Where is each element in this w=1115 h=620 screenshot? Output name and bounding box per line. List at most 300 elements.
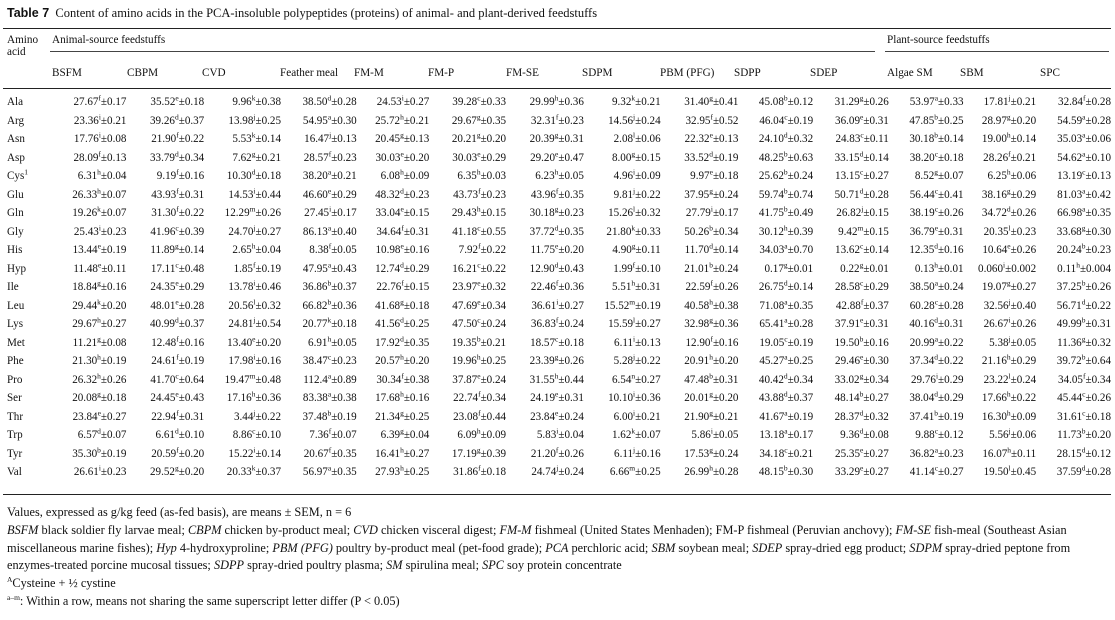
value-cell: $20.33^k\pm 0.37$ [226,463,281,479]
top-rule [3,28,1111,29]
value-cell: 19.05$^c$±0.19 [759,334,814,349]
value-cell: 28.15$^d$±0.12 [1056,445,1111,460]
value-cell: 30.03$^e$±0.29 [452,149,507,164]
value-cell: 18.57$^c$±0.18 [530,334,584,349]
value-cell: $6.00^i\pm 0.21$ [613,408,661,423]
table-row [3,352,1111,371]
value-cell: $4.96^i\pm 0.09$ [613,167,661,183]
amino-acid-name: Met [7,336,25,349]
header-plant-group: Plant-source feedstuffs [887,34,990,46]
abbreviation-term: PBM (PFG) [272,540,333,555]
abbreviation-term: SPC [482,558,504,573]
table-row [3,149,1111,168]
abbreviation-definition: spirulina meal; [405,558,479,573]
value-cell: 10.64$^e$±0.26 [982,241,1037,257]
value-cell: 8.86$^c$±0.10 [232,426,281,442]
value-cell: 56.44$^c$±0.41 [909,186,964,201]
value-cell: 13.15$^c$±0.27 [835,167,889,183]
table-row [3,93,1111,112]
value-cell: 30.18$^b$±0.14 [909,130,964,146]
abbreviation-term: CVD [353,522,378,537]
value-cell: 50.71$^d$±0.28 [834,186,889,201]
value-cell: 24.83$^c$±0.11 [835,130,889,146]
header-amino-acid-2: acid [7,46,26,58]
value-cell: $6.11^i\pm 0.13$ [614,334,661,349]
value-cell: 19.50$^b$±0.16 [834,334,889,349]
value-cell: 41.18$^c$±0.55 [452,223,507,238]
value-cell: 0.17$^g$±0.01 [764,260,814,275]
value-cell: 13.44$^e$±0.19 [72,241,127,257]
value-cell: 0.11$^h$±0.004 [1057,260,1111,275]
table-row [3,315,1111,334]
value-cell: 26.99$^h$±0.28 [684,463,739,479]
amino-acid-name: Phe [7,355,24,368]
value-cell: $29.76^i\pm 0.29$ [910,371,964,386]
value-cell: 6.57$^d$±0.07 [77,426,127,442]
table-row [3,445,1111,464]
column-header: Algae SM [887,67,933,79]
value-cell: $10.10^i\pm 0.36$ [608,389,661,405]
value-cell: $24.81^j\pm 0.54$ [228,315,281,331]
value-cell: 39.72$^b$±0.64 [1056,352,1111,368]
amino-acid-name: Thr [7,410,24,423]
plant-group-rule [885,51,1109,52]
value-cell: $5.86^i\pm 0.05$ [691,426,739,442]
value-cell: $6.11^j\pm 0.16$ [614,445,661,460]
value-cell: 56.97$^a$±0.35 [302,463,357,479]
value-cell: 47.48$^b$±0.31 [684,371,739,386]
value-cell: 48.32$^d$±0.23 [375,186,430,201]
value-cell: $17.81^j\pm 0.21$ [983,93,1037,109]
value-cell: 41.75$^b$±0.49 [758,204,814,220]
header-amino-acid-1: Amino [7,34,39,46]
value-cell: 20.21$^g$±0.20 [451,130,507,146]
table-label: Table 7 [7,6,50,20]
amino-acid-name: Trp [7,429,23,442]
value-cell: 46.04$^c$±0.19 [759,112,814,127]
value-cell: 41.14$^c$±0.27 [909,463,964,479]
value-cell: 28.09$^f$±0.13 [73,149,127,164]
value-cell: 9.36$^d$±0.08 [840,426,889,442]
value-cell: $20.77^k\pm 0.18$ [302,315,357,331]
value-cell: 28.97$^g$±0.20 [981,112,1037,127]
value-cell: $9.81^j\pm 0.22$ [613,186,661,201]
value-cell: 43.88$^d$±0.37 [758,389,814,405]
abbreviation-term: BSFM [7,522,39,537]
value-cell: 65.41$^a$±0.28 [759,315,814,331]
value-cell: 23.84$^e$±0.27 [72,408,127,423]
value-cell: 22.94$^f$±0.31 [151,408,205,423]
column-header: PBM (PFG) [660,67,715,79]
value-cell: 12.90$^f$±0.16 [685,334,739,349]
header-animal-group: Animal-source feedstuffs [52,34,166,46]
table-row [3,389,1111,408]
value-cell: 33.04$^e$±0.15 [375,204,430,220]
value-cell: $36.61^i\pm 0.27$ [531,297,584,312]
value-cell: 41.96$^c$±0.39 [150,223,205,238]
value-cell: 20.01$^g$±0.20 [684,389,739,405]
note-letters-text: : Within a row, means not sharing the same superscript letter differ (P < 0.05) [19,593,400,608]
value-cell: $27.79^i\pm 0.17$ [685,204,739,220]
table-row [3,112,1111,131]
table-row [3,260,1111,279]
value-cell: 20.57$^h$±0.20 [375,352,430,368]
value-cell: 10.98$^e$±0.16 [375,241,430,257]
value-cell: 29.43$^h$±0.15 [451,204,507,220]
value-cell: $9.96^k\pm 0.38$ [232,93,281,109]
value-cell: 12.90$^d$±0.43 [529,260,584,275]
value-cell: 11.73$^b$±0.20 [1057,426,1111,442]
value-cell: 30.18$^g$±0.23 [529,204,584,220]
value-cell: 17.92$^d$±0.35 [375,334,430,349]
abbreviation-definition: soy protein concentrate [507,558,622,573]
value-cell: 8.52$^g$±0.07 [914,167,964,183]
value-cell: $15.22^i\pm 0.14$ [228,445,281,460]
value-cell: 20.39$^g$±0.31 [529,130,584,146]
value-cell: 83.38$^a$±0.38 [302,389,357,405]
value-cell: 42.88$^f$±0.37 [835,297,889,312]
value-cell: 6.61$^d$±0.10 [155,426,205,442]
value-cell: 48.25$^b$±0.63 [758,149,814,164]
value-cell: 11.21$^g$±0.08 [72,334,127,349]
column-header: Feather meal [280,67,339,79]
value-cell: $20.35^l\pm 0.23$ [983,223,1037,238]
value-cell: 6.31$^h$±0.04 [77,167,127,183]
value-cell: 16.07$^h$±0.11 [982,445,1037,460]
value-cell: $32.56^j\pm 0.40$ [983,297,1037,312]
value-cell: 20.67$^f$±0.35 [303,445,357,460]
value-cell: 37.48$^b$±0.19 [302,408,357,423]
value-cell: 19.07$^g$±0.27 [981,278,1037,294]
value-cell: 48.01$^e$±0.28 [150,297,205,312]
value-cell: $15.59^l\pm 0.27$ [608,315,661,331]
value-cell: 20.08$^g$±0.18 [72,389,127,405]
value-cell: 8.38$^f$±0.05 [309,241,357,257]
value-cell: 43.96$^f$±0.35 [530,186,584,201]
value-cell: 45.08$^b$±0.12 [758,93,814,109]
value-cell: 29.67$^h$±0.27 [72,315,127,331]
value-cell: 38.19$^c$±0.26 [909,204,964,220]
value-cell: $24.53^i\pm 0.27$ [376,93,430,109]
value-cell: 37.59$^d$±0.28 [1056,463,1111,479]
value-cell: 32.84$^f$±0.28 [1058,93,1111,109]
amino-acid-name: Ile [7,281,19,294]
value-cell: 86.13$^a$±0.40 [302,223,357,238]
value-cell: 36.86$^b$±0.37 [302,278,357,294]
value-cell: 54.62$^a$±0.10 [1057,149,1111,164]
value-cell: 32.98$^g$±0.36 [684,315,739,331]
value-cell: 33.15$^d$±0.14 [834,149,889,164]
abbreviation-definition: chicken visceral digest; [380,522,497,537]
value-cell: 31.55$^h$±0.44 [529,371,584,386]
table-caption [7,6,597,21]
abbreviation-term: PCA [545,540,569,555]
value-cell: 59.74$^b$±0.74 [758,186,814,201]
value-cell: $14.56^j\pm 0.24$ [608,112,661,127]
value-cell: 6.09$^h$±0.09 [457,426,507,442]
value-cell: 31.40$^g$±0.41 [684,93,739,109]
value-cell: 71.08$^a$±0.35 [759,297,814,312]
column-header: SPC [1040,67,1060,79]
value-cell: 22.59$^f$±0.26 [685,278,739,294]
value-cell: 16.21$^c$±0.22 [452,260,507,275]
amino-acid-name: Tyr [7,447,23,460]
value-cell: 6.08$^h$±0.09 [380,167,430,183]
value-cell: 38.50$^a$±0.24 [909,278,964,294]
value-cell: 38.47$^c$±0.23 [302,352,357,368]
value-cell: 33.68$^g$±0.30 [1056,223,1111,238]
value-cell: 13.62$^c$±0.14 [835,241,889,257]
amino-acid-name: Hyp [7,262,27,275]
value-cell: $5.28^j\pm 0.22$ [613,352,661,368]
value-cell: 25.62$^b$±0.24 [758,167,814,183]
note-abbreviations [7,522,1107,575]
abbreviation-definition: fish-meal (Southeast Asian miscellaneous marine fishes); [7,522,1067,555]
value-cell: $0.060^i\pm 0.002$ [978,260,1037,275]
abbreviation-term: CBPM [187,522,222,537]
abbreviation-term: FM-M [499,522,532,537]
value-cell: 31.29$^g$±0.26 [834,93,889,109]
value-cell: 2.65$^h$±0.04 [232,241,281,257]
value-cell: 47.85$^b$±0.25 [909,112,964,127]
table-row [3,426,1111,445]
abbreviation-definition: spray-dried peptone from enzymes-treated porcine mucosal tissues; [7,540,1071,573]
value-cell: 26.33$^h$±0.07 [72,186,127,201]
value-cell: 7.62$^g$±0.21 [232,149,281,164]
value-cell: 11.75$^e$±0.20 [530,241,584,257]
value-cell: 48.15$^b$±0.30 [758,463,814,479]
value-cell: 19.35$^b$±0.21 [451,334,507,349]
value-cell: $19.26^k\pm 0.07$ [72,204,127,220]
value-cell: 53.97$^a$±0.33 [909,93,964,109]
abbreviation-definition: perchloric acid; [571,540,649,555]
value-cell: $23.22^l\pm 0.24$ [983,371,1037,386]
abbreviation-definition: soybean meal; [678,540,750,555]
value-cell: 17.16$^h$±0.36 [226,389,281,405]
value-cell: 29.67$^g$±0.35 [451,112,507,127]
table-row [3,334,1111,353]
note-letters [7,593,1107,611]
column-header: SDPM [582,67,613,79]
value-cell: 22.32$^e$±0.13 [684,130,739,146]
value-cell: 9.97$^e$±0.18 [690,167,739,183]
value-cell: 38.20$^c$±0.18 [909,149,964,164]
value-cell: $19.47^m\pm 0.48$ [224,371,281,386]
value-cell: $12.29^m\pm 0.26$ [224,204,281,220]
amino-acid-name: Pro [7,373,23,386]
value-cell: 21.30$^h$±0.19 [72,352,127,368]
value-cell: 17.68$^h$±0.16 [375,389,430,405]
value-cell: 11.70$^d$±0.14 [684,241,739,257]
value-cell: 4.90$^g$±0.11 [612,241,661,257]
value-cell: 24.35$^e$±0.29 [150,278,205,294]
abbreviation-term: SDEP [752,540,783,555]
value-cell: 21.16$^h$±0.29 [981,352,1037,368]
value-cell: 37.72$^d$±0.35 [529,223,584,238]
value-cell: 47.95$^a$±0.43 [302,260,357,275]
column-header: BSFM [52,67,82,79]
value-cell: 37.91$^e$±0.31 [835,315,889,331]
value-cell: 41.67$^a$±0.19 [759,408,814,423]
table-row [3,223,1111,242]
value-cell: 24.45$^e$±0.43 [150,389,205,405]
value-cell: $26.61^i\pm 0.23$ [73,463,127,479]
value-cell: 39.26$^d$±0.37 [150,112,205,127]
value-cell: $16.47^j\pm 0.13$ [304,130,357,146]
value-cell: $25.43^i\pm 0.23$ [73,223,127,238]
value-cell: 18.84$^g$±0.16 [72,278,127,294]
value-cell: 24.19$^e$±0.31 [530,389,584,405]
animal-group-rule [50,51,875,52]
value-cell: 7.92$^f$±0.22 [458,241,507,257]
value-cell: $5.38^j\pm 0.05$ [989,334,1037,349]
value-cell: 21.20$^f$±0.26 [530,445,584,460]
table-row [3,186,1111,205]
table-row [3,278,1111,297]
value-cell: 24.10$^d$±0.32 [758,130,814,146]
value-cell: $17.76^i\pm 0.08$ [73,130,127,146]
value-cell: 24.61$^f$±0.19 [151,352,205,368]
value-cell: 30.03$^e$±0.20 [375,149,430,164]
value-cell: 16.30$^h$±0.09 [981,408,1037,423]
value-cell: 21.90$^g$±0.21 [684,408,739,423]
value-cell: 45.27$^a$±0.25 [759,352,814,368]
value-cell: 40.58$^h$±0.38 [684,297,739,312]
abbreviation-definition: spray-dried poultry plasma; [247,558,383,573]
value-cell: $5.83^i\pm 0.04$ [536,426,584,442]
value-cell: 6.91$^h$±0.05 [308,334,357,349]
abbreviation-term: Hyp [156,540,177,555]
amino-acid-name: Ser [7,392,22,405]
value-cell: 37.25$^b$±0.26 [1056,278,1111,294]
value-cell: 27.93$^h$±0.25 [375,463,430,479]
value-cell: 49.99$^b$±0.31 [1056,315,1111,331]
note-values: Values, expressed as g/kg feed (as-fed basis), are means ± SEM, n = 6 [7,505,352,519]
value-cell: 28.37$^d$±0.32 [834,408,889,423]
value-cell: $21.80^k\pm 0.33$ [606,223,661,238]
value-cell: 6.23$^h$±0.05 [535,167,584,183]
value-cell: 36.82$^a$±0.23 [909,445,964,460]
value-cell: 1.85$^f$±0.19 [233,260,281,275]
table-row [3,297,1111,316]
column-header: FM-P [428,67,455,79]
value-cell: 38.16$^g$±0.29 [981,186,1037,201]
value-cell: 37.87$^e$±0.24 [452,371,507,386]
value-cell: 34.03$^a$±0.70 [759,241,814,257]
abbreviation-term: SDPP [213,558,244,573]
value-cell: 27.67$^f$±0.17 [73,93,127,109]
value-cell: 38.20$^a$±0.21 [302,167,357,183]
abbreviation-definition: poultry by-product meal (pet-food grade); [335,540,543,555]
value-cell: 0.22$^g$±0.01 [840,260,889,275]
amino-acid-name: Lys [7,318,24,331]
value-cell: 38.50$^d$±0.28 [302,93,357,109]
table-row [3,371,1111,390]
amino-acid-name: Gly [7,225,24,238]
table-row [3,408,1111,427]
value-cell: 20.24$^b$±0.23 [1056,241,1111,257]
table-row [3,167,1111,186]
note-cysteine-text: Cysteine + ½ cystine [12,576,116,591]
value-cell: 33.79$^d$±0.34 [150,149,205,164]
value-cell: 36.09$^e$±0.31 [835,112,889,127]
amino-acid-name: Asn [7,133,25,146]
value-cell: $23.36^i\pm 0.21$ [73,112,127,127]
value-cell: 37.34$^d$±0.22 [909,352,964,368]
value-cell: 12.48$^f$±0.16 [151,334,205,349]
abbreviation-definition: 4-hydroxyproline; [179,540,270,555]
value-cell: 30.12$^h$±0.39 [758,223,814,238]
value-cell: 34.18$^c$±0.21 [759,445,814,460]
value-cell: 29.20$^e$±0.47 [530,149,584,164]
value-cell: $24.70^j\pm 0.27$ [228,223,281,238]
value-cell: 12.74$^d$±0.29 [375,260,430,275]
amino-acid-name: Cys$^1$ [7,167,29,183]
value-cell: 13.18$^a$±0.17 [759,426,814,442]
value-cell: 13.40$^e$±0.20 [227,334,281,349]
value-cell: 1.99$^f$±0.10 [613,260,661,275]
value-cell: 13.19$^c$±0.13 [1057,167,1111,183]
value-cell: 21.34$^g$±0.25 [375,408,430,423]
value-cell: $15.52^m\pm 0.19$ [604,297,661,312]
value-cell: 34.72$^d$±0.26 [981,204,1037,220]
note-cysteine-mark: A [7,575,13,585]
value-cell: 31.61$^c$±0.18 [1057,408,1111,423]
bottom-rule [3,494,1111,495]
value-cell: 112.4$^a$±0.89 [303,371,357,386]
value-cell: $15.26^l\pm 0.32$ [608,204,661,220]
value-cell: 39.28$^c$±0.33 [452,93,507,109]
value-cell: 33.29$^e$±0.27 [835,463,889,479]
amino-acid-name: Leu [7,299,25,312]
value-cell: 21.90$^f$±0.22 [151,130,205,146]
header-rule [3,88,1111,89]
value-cell: 32.95$^f$±0.52 [685,112,739,127]
value-cell: 35.03$^a$±0.06 [1057,130,1111,146]
value-cell: 6.25$^h$±0.06 [987,167,1037,183]
value-cell: 22.76$^f$±0.15 [376,278,430,294]
value-cell: 60.28$^c$±0.28 [909,297,964,312]
value-cell: 28.26$^f$±0.21 [983,149,1037,164]
column-header: SDEP [810,67,838,79]
value-cell: 7.36$^f$±0.07 [309,426,357,442]
value-cell: 16.41$^h$±0.27 [375,445,430,460]
value-cell: 54.59$^a$±0.28 [1057,112,1111,127]
value-cell: $24.74^j\pm 0.24$ [531,463,584,479]
amino-acid-table [3,93,1111,482]
value-cell: 11.89$^g$±0.14 [150,241,205,257]
value-cell: 36.83$^f$±0.24 [530,315,584,331]
value-cell: 9.19$^f$±0.16 [156,167,205,183]
value-cell: $17.98^i\pm 0.16$ [228,352,281,368]
value-cell: $1.62^k\pm 0.07$ [611,426,661,442]
value-cell: 45.44$^c$±0.26 [1057,389,1111,405]
value-cell: 9.88$^c$±0.12 [915,426,964,442]
value-cell: 40.16$^d$±0.31 [909,315,964,331]
table-row [3,463,1111,482]
value-cell: $19.50^l\pm 0.45$ [983,463,1037,479]
table-row [3,130,1111,149]
table-row [3,204,1111,223]
value-cell: 41.68$^g$±0.18 [375,297,430,312]
value-cell: 31.86$^f$±0.18 [453,463,507,479]
value-cell: 25.72$^h$±0.21 [375,112,430,127]
value-cell: $9.32^k\pm 0.21$ [611,93,661,109]
amino-acid-name: Ala [7,96,24,109]
value-cell: 50.26$^b$±0.34 [684,223,739,238]
value-cell: 66.98$^a$±0.35 [1057,204,1111,220]
value-cell: 43.73$^f$±0.23 [453,186,507,201]
